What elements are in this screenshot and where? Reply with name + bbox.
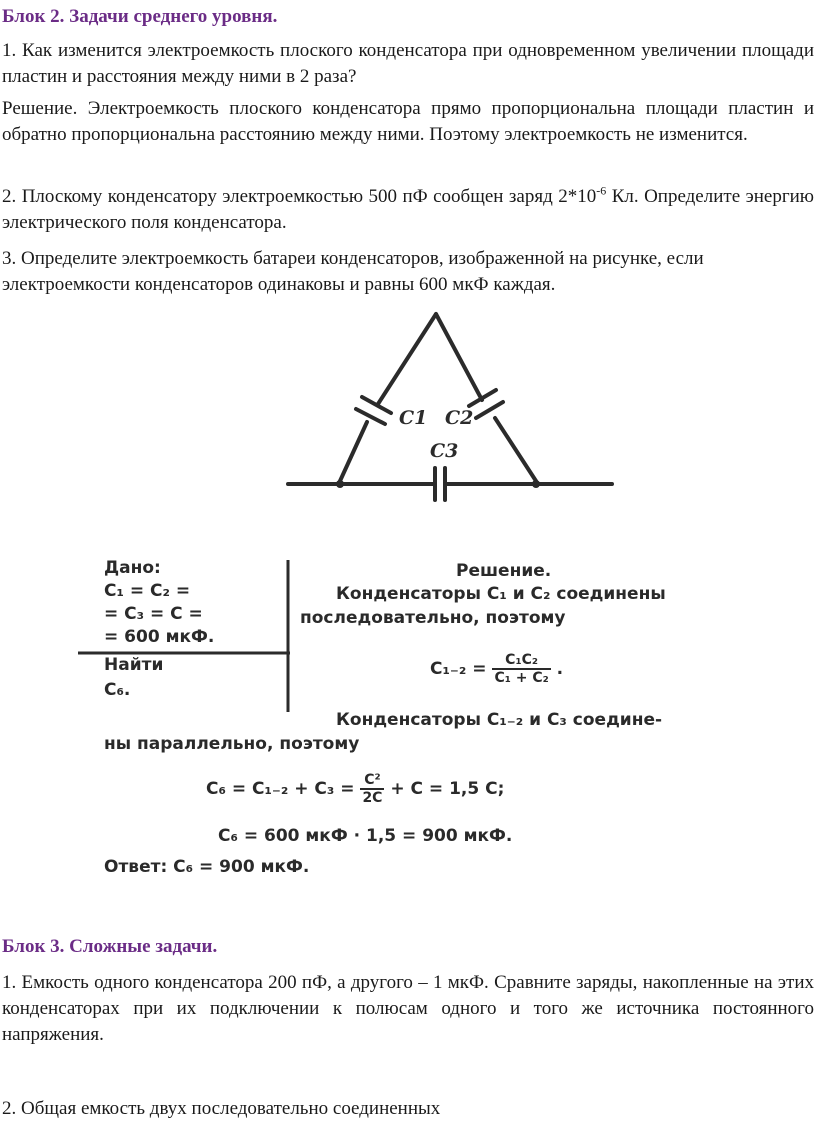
c1-plate-inner xyxy=(356,409,385,424)
solution-line-1: Конденсаторы C₁ и C₂ соединены xyxy=(336,584,666,604)
given-line-3: = 600 мкФ. xyxy=(104,627,215,647)
given-line-1: C₁ = C₂ = xyxy=(104,581,191,601)
block3-task-1: 1. Емкость одного конденсатора 200 пФ, а другого – 1 мкФ. Сравните заряды, накопленные на этих конденсаторах при их подключении к полюсам одного и того же источника постоянного напряжения. xyxy=(2,972,814,1045)
solution-line-3: Конденсаторы C₁₋₂ и C₃ соедине- xyxy=(336,710,663,730)
answer: Ответ: C₆ = 900 мкФ. xyxy=(104,857,310,877)
wire-left-bottom xyxy=(340,422,367,481)
task-3: 3. Определите электроемкость батареи конденсаторов, изображенной на рисунке, если электроемкости конденсаторов одинаковы и равны 600 мкФ каждая. xyxy=(2,248,704,295)
c1-plate-outer xyxy=(362,397,391,413)
task-1: 1. Как изменится электроемкость плоского конденсатора при одновременном увеличении площади пластин и расстояния между ними в 2 раза? xyxy=(2,40,814,87)
wire-right-top xyxy=(436,314,482,400)
label-c3: C3 xyxy=(430,440,459,462)
block3-title: Блок 3. Сложные задачи. xyxy=(2,936,218,957)
task-2: 2. Плоскому конденсатору электроемкостью 500 пФ сообщен заряд $2*10^{-6}$ Кл. Определите энергию электрического поля конденсатора. xyxy=(2,183,814,233)
given-line-2: = C₃ = C = xyxy=(104,604,203,624)
junction-left xyxy=(336,480,344,488)
formula-series: C₁₋₂ = $\frac{\text{C₁C₂}}{\text{C₁ + C₂}}$ . xyxy=(430,652,564,686)
label-c1: C1 xyxy=(399,407,428,429)
block3-task-2: 2. Общая емкость двух последовательно соединенных xyxy=(2,1098,441,1119)
formula-total: C₆ = C₁₋₂ + C₃ = $\frac{\text{C²}}{2C}$ + C = 1,5 C; xyxy=(206,772,505,806)
label-c2: C2 xyxy=(445,407,474,429)
given-title: Дано: xyxy=(104,558,161,578)
solution-line-2: последовательно, поэтому xyxy=(300,608,566,628)
wire-left-top xyxy=(378,314,436,404)
c2-plate-inner xyxy=(476,402,503,418)
wire-right-bottom xyxy=(495,418,536,481)
c2-plate-outer xyxy=(469,390,496,406)
solution-line-4: ны параллельно, поэтому xyxy=(104,734,360,754)
formula-numeric: C₆ = 600 мкФ · 1,5 = 900 мкФ. xyxy=(218,826,513,846)
solution-title: Решение. xyxy=(456,561,552,581)
task-1-solution: Решение. Электроемкость плоского конденсатора прямо пропорциональна площади пластин и обратно пропорциональна расстоянию между ними. Поэтому электроемкость не изменится. xyxy=(2,98,814,145)
block2-title: Блок 2. Задачи среднего уровня. xyxy=(2,6,278,27)
find-value: C₆. xyxy=(104,680,131,700)
junction-right xyxy=(532,480,540,488)
find-title: Найти xyxy=(104,655,164,675)
